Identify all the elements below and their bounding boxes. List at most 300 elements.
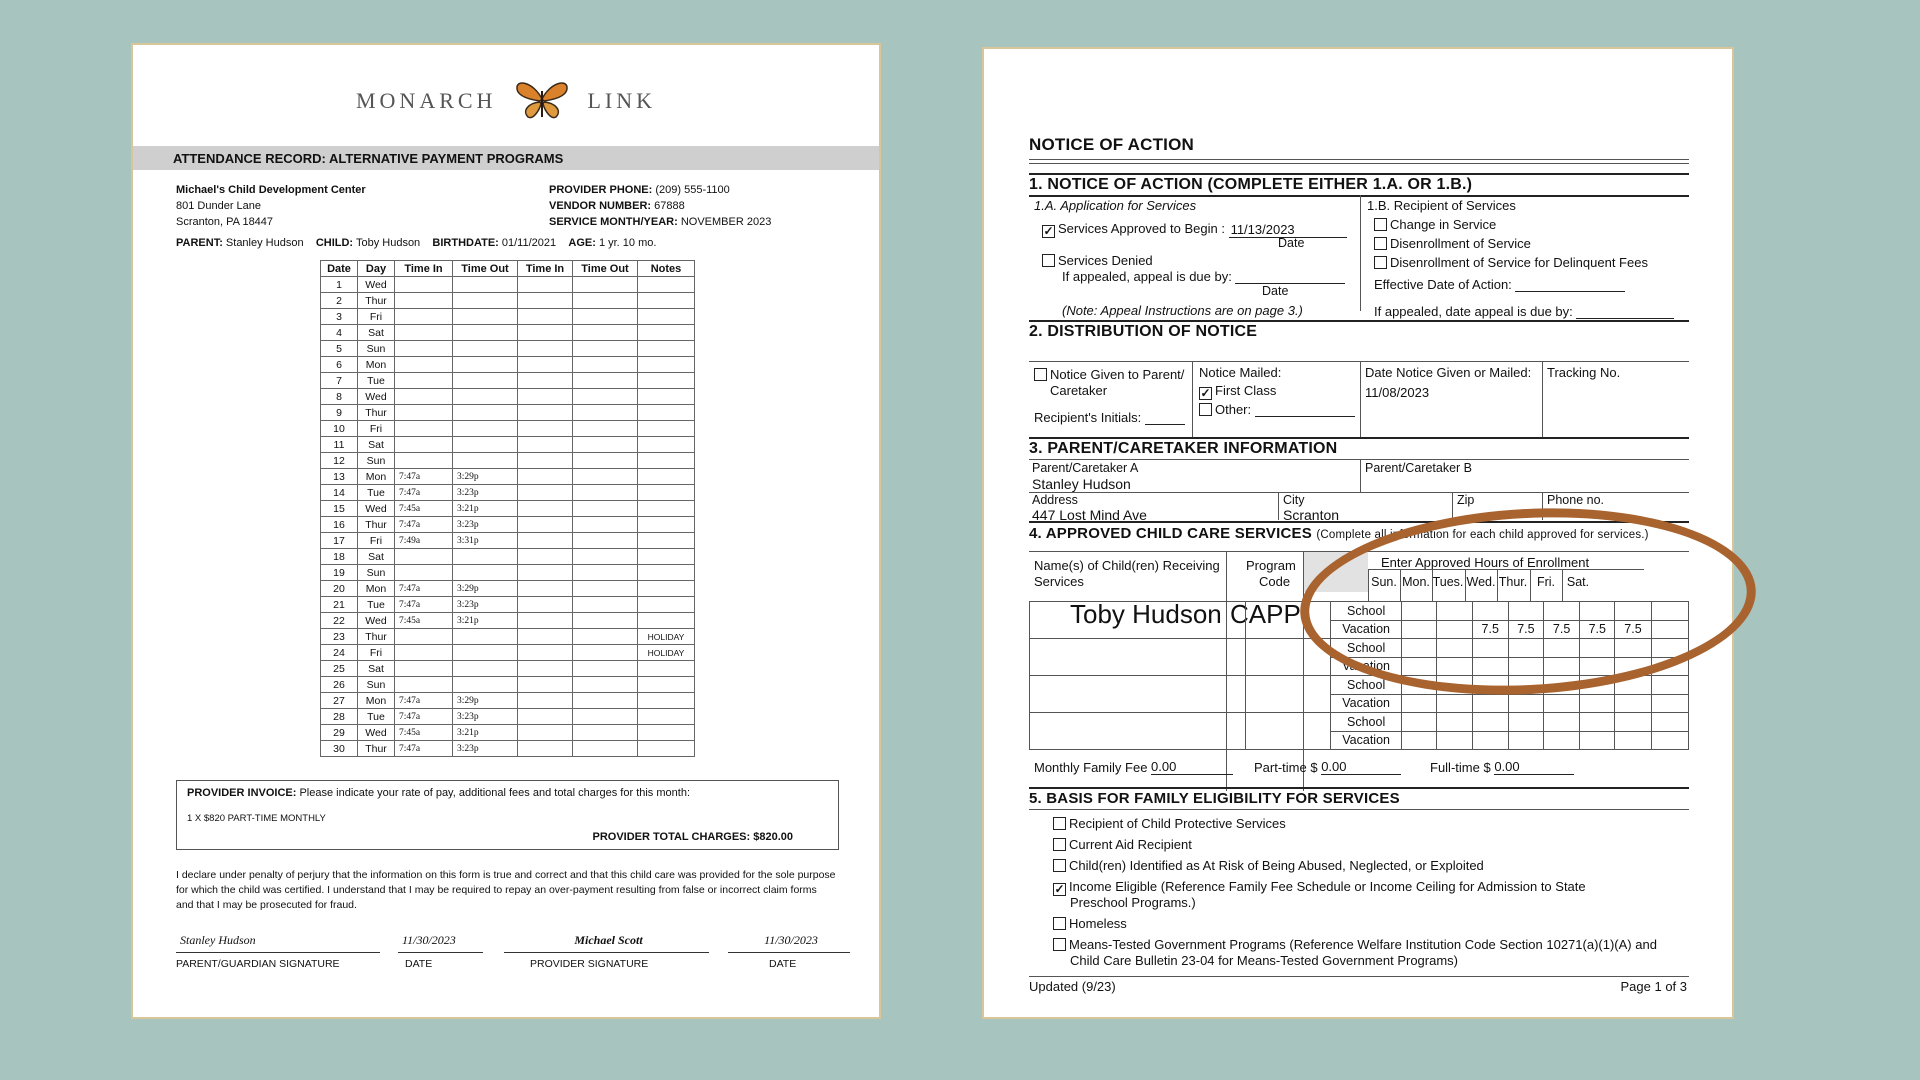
attendance-cell [453,549,518,565]
notice-given-checkbox[interactable] [1034,368,1047,381]
elig-checkbox-6[interactable] [1053,938,1066,951]
shaded-header-cell [1304,552,1368,592]
full-time-label: Full-time $ [1430,760,1491,775]
services-grid-cell [1246,676,1331,695]
effective-row [1374,277,1625,292]
attendance-cell: 16 [321,517,358,533]
attendance-cell [518,741,573,757]
section-1a-label: 1.A. Application for Services [1034,198,1197,213]
disenroll-fees-label: Disenrollment of Service for Delinquent Fees [1390,255,1648,270]
names-label-2: Services [1034,574,1084,589]
attendance-cell [638,517,695,533]
services-grid-cell [1615,657,1651,676]
attendance-cell: Wed [358,389,395,405]
services-grid-cell [1651,694,1688,713]
services-grid-cell [1543,676,1579,695]
attendance-cell [638,597,695,613]
services-grid-cell [1508,713,1543,732]
attendance-row [321,453,695,469]
services-grid-cell [1246,602,1331,621]
attendance-cell: 3:23p [453,741,518,757]
date-caption-2: Date [1262,284,1289,298]
services-grid-cell [1543,657,1579,676]
attendance-row [321,405,695,421]
attendance-header-cell: Time Out [573,261,638,277]
attendance-cell [573,629,638,645]
phone-label: PROVIDER PHONE: [549,184,653,196]
attendance-cell [638,421,695,437]
day-header: Wed. [1466,575,1496,589]
attendance-cell [518,405,573,421]
attendance-cell: 14 [321,485,358,501]
attendance-cell [638,389,695,405]
attendance-cell [518,469,573,485]
services-grid-cell [1030,731,1246,750]
services-grid-cell [1472,657,1508,676]
services-grid-cell [1246,694,1331,713]
services-grid-cell [1651,713,1688,732]
attendance-cell: 29 [321,725,358,741]
attendance-row [321,437,695,453]
denied-checkbox[interactable] [1042,254,1055,267]
services-grid-cell [1651,602,1688,621]
attendance-cell [518,309,573,325]
attendance-cell: 10 [321,421,358,437]
attendance-cell: 25 [321,661,358,677]
attendance-row [321,725,695,741]
first-class-checkbox[interactable]: ✓ [1200,386,1211,400]
attendance-cell [638,453,695,469]
services-grid-cell [1437,694,1472,713]
attendance-cell [573,341,638,357]
services-grid-cell [1402,657,1437,676]
attendance-cell [395,453,453,469]
services-grid-cell [1651,676,1688,695]
attendance-cell: 3:21p [453,725,518,741]
attendance-row [321,741,695,757]
attendance-cell: 7:47a [395,597,453,613]
services-grid-cell [1437,713,1472,732]
attendance-cell: 22 [321,613,358,629]
attendance-cell: 8 [321,389,358,405]
services-grid-cell [1543,694,1579,713]
elig-row-5 [1053,916,1127,931]
elig-checkbox-1[interactable] [1053,817,1066,830]
attendance-cell [518,421,573,437]
services-grid-cell [1030,713,1246,732]
attendance-cell: HOLIDAY [638,645,695,661]
attendance-cell: 7:47a [395,741,453,757]
elig-checkbox-2[interactable] [1053,838,1066,851]
program-code-entry: CAPP [1230,599,1301,629]
initials-field[interactable] [1145,412,1185,425]
attendance-cell: 2 [321,293,358,309]
attendance-cell: Mon [358,357,395,373]
attendance-cell [573,741,638,757]
attendance-cell: 7:45a [395,501,453,517]
zip-label: Zip [1457,493,1475,507]
other-row [1199,402,1355,417]
monarch-link-logo [133,79,879,127]
provider-block [176,182,366,230]
attendance-cell: Wed [358,501,395,517]
services-grid-cell [1472,694,1508,713]
attendance-cell: 3:23p [453,485,518,501]
services-grid-cell [1030,676,1246,695]
attendance-row [321,517,695,533]
parent-name: Stanley Hudson [225,237,304,249]
services-grid-cell [1508,676,1543,695]
tracking-label: Tracking No. [1547,365,1621,380]
attendance-row [321,645,695,661]
services-grid-cell [1615,731,1651,750]
attendance-cell: 15 [321,501,358,517]
provider-name: Michael's Child Development Center [176,184,366,196]
change-checkbox[interactable] [1374,218,1387,231]
elig-checkbox-3[interactable] [1053,859,1066,872]
attendance-cell: 20 [321,581,358,597]
attendance-cell [395,389,453,405]
attendance-cell: HOLIDAY [638,629,695,645]
attendance-cell: 7:47a [395,485,453,501]
attendance-cell: 7:45a [395,725,453,741]
services-grid-cell [1402,602,1437,621]
services-grid-cell [1580,694,1615,713]
attendance-cell [638,469,695,485]
attendance-cell [395,645,453,661]
services-grid-cell [1580,602,1615,621]
attendance-cell: 1 [321,277,358,293]
program-label-2: Code [1259,574,1291,589]
monthly-fee-row [1034,759,1233,775]
attendance-cell [395,277,453,293]
attendance-cell [395,405,453,421]
attendance-cell: 7:45a [395,613,453,629]
services-grid-cell [1508,639,1543,658]
attendance-record-sheet [131,43,881,1019]
change-row [1374,217,1496,232]
attendance-cell [395,325,453,341]
disenroll-checkbox[interactable] [1374,237,1387,250]
services-grid-cell [1472,713,1508,732]
elig-checkbox-4[interactable]: ✓ [1054,882,1065,896]
attendance-row [321,421,695,437]
attendance-header-cell: Notes [638,261,695,277]
services-grid-cell [1472,676,1508,695]
attendance-cell: 5 [321,341,358,357]
invoice-label: PROVIDER INVOICE: [187,787,297,799]
other-field[interactable] [1255,404,1355,417]
attendance-cell [573,373,638,389]
child-name: Toby Hudson [355,237,421,249]
attendance-cell: 13 [321,469,358,485]
birth-label: BIRTHDATE: [432,237,499,249]
attendance-cell: 3:31p [453,533,518,549]
elig-row-1 [1053,816,1286,831]
child-info-line [176,235,656,251]
attendance-cell: 7:47a [395,581,453,597]
attendance-row [321,661,695,677]
attendance-cell: Tue [358,597,395,613]
attendance-cell [638,709,695,725]
attendance-cell [518,629,573,645]
attendance-cell [638,581,695,597]
attendance-cell: 3 [321,309,358,325]
attendance-cell: 18 [321,549,358,565]
services-grid-row [1030,694,1689,713]
attendance-cell: Mon [358,581,395,597]
services-grid-cell: School [1330,639,1401,658]
services-grid-cell [1615,676,1651,695]
services-grid-row [1030,731,1689,750]
day-header: Fri. [1536,575,1556,589]
attendance-cell: Fri [358,309,395,325]
services-grid-cell: 7.5 [1472,620,1508,639]
provider-address-1: 801 Dunder Lane [176,200,262,212]
attendance-cell: 7 [321,373,358,389]
attendance-cell: Fri [358,645,395,661]
section-4-heading [1029,525,1689,542]
attendance-cell [453,325,518,341]
parent-a-label: Parent/Caretaker A [1032,461,1139,475]
date-given-label: Date Notice Given or Mailed: [1365,365,1532,380]
attendance-cell [395,293,453,309]
services-grid-cell [1615,694,1651,713]
attendance-cell: Sat [358,661,395,677]
butterfly-icon [514,79,570,127]
denied-label: Services Denied [1058,253,1153,268]
attendance-cell: Thur [358,293,395,309]
attendance-cell [638,533,695,549]
attendance-header-cell: Date [321,261,358,277]
appeal-label: If appealed, appeal is due by: [1062,269,1232,284]
services-grid-cell [1437,620,1472,639]
elig-label-4: Income Eligible (Reference Family Fee Schedule or Income Ceiling for Admission to State [1069,879,1586,894]
full-time-row [1430,759,1574,775]
attendance-cell [453,421,518,437]
attendance-cell: Fri [358,533,395,549]
phone-label: Phone no. [1547,493,1604,507]
city-value: Scranton [1283,507,1340,523]
hours-label: Enter Approved Hours of Enrollment [1381,555,1590,570]
services-grid-cell: School [1330,713,1401,732]
first-class-label: First Class [1215,383,1277,398]
attendance-cell [638,341,695,357]
section-2-heading: 2. DISTRIBUTION OF NOTICE [1029,323,1258,340]
attendance-cell [453,357,518,373]
attendance-cell [518,693,573,709]
appeal-note: (Note: Appeal Instructions are on page 3.) [1062,303,1303,318]
attendance-cell [518,549,573,565]
attendance-cell [638,501,695,517]
services-grid-cell: School [1330,676,1401,695]
services-grid-cell: Vacation [1330,620,1401,639]
attendance-cell: Wed [358,613,395,629]
attendance-cell: 23 [321,629,358,645]
attendance-cell [518,453,573,469]
attendance-cell: Wed [358,725,395,741]
attendance-cell [453,677,518,693]
section-5-heading: 5. BASIS FOR FAMILY ELIGIBILITY FOR SERVICES [1029,790,1400,807]
full-time-value: 0.00 [1494,759,1574,775]
attendance-row [321,389,695,405]
attendance-header-cell: Time In [518,261,573,277]
services-grid-cell [1437,602,1472,621]
attendance-cell [573,485,638,501]
services-grid-cell [1615,639,1651,658]
part-time-label: Part-time $ [1254,760,1318,775]
notice-given-row [1034,367,1184,382]
attendance-cell: 24 [321,645,358,661]
attendance-cell [573,501,638,517]
attendance-cell [573,725,638,741]
provider-address-2: Scranton, PA 18447 [176,216,274,228]
other-checkbox[interactable] [1199,403,1212,416]
names-label-1: Name(s) of Child(ren) Receiving [1034,558,1220,573]
day-header: Thur. [1498,575,1528,589]
child-label: CHILD: [315,237,354,249]
services-grid-cell [1580,676,1615,695]
attendance-cell: 3:23p [453,597,518,613]
services-grid-cell: 7.5 [1615,620,1651,639]
attendance-cell [638,725,695,741]
b-appeal-date-field[interactable] [1576,306,1674,319]
attendance-cell [518,645,573,661]
services-grid-cell [1508,657,1543,676]
attendance-cell [573,405,638,421]
services-grid-cell [1472,731,1508,750]
monthly-fee-value: 0.00 [1151,759,1233,775]
attendance-cell [453,437,518,453]
attendance-cell [573,709,638,725]
services-grid-cell: Vacation [1330,694,1401,713]
updated-note: Updated (9/23) [1029,979,1116,994]
attendance-cell [573,645,638,661]
address-label: Address [1032,493,1078,507]
notice-of-action-sheet [982,47,1734,1019]
effective-date-field[interactable] [1515,279,1625,292]
attendance-cell [453,341,518,357]
attendance-cell [518,293,573,309]
elig-row-6 [1053,937,1657,952]
elig-row-2 [1053,837,1192,852]
attendance-cell [395,341,453,357]
section-1b-label: 1.B. Recipient of Services [1367,198,1516,213]
parent-b-label: Parent/Caretaker B [1365,461,1472,475]
attendance-cell: Tue [358,709,395,725]
elig-label-6b: Child Care Bulletin 23-04 for Means-Tested Government Programs) [1070,953,1459,968]
attendance-cell: Sun [358,453,395,469]
attendance-cell [518,725,573,741]
attendance-cell [518,277,573,293]
attendance-cell [638,741,695,757]
section-3-heading: 3. PARENT/CARETAKER INFORMATION [1029,440,1338,457]
date-caption-1: Date [1278,236,1305,250]
services-grid-cell [1246,731,1331,750]
attendance-cell: 19 [321,565,358,581]
attendance-cell [573,309,638,325]
attendance-cell [453,309,518,325]
caretaker-label: Caretaker [1050,383,1108,398]
attendance-cell: Tue [358,485,395,501]
attendance-row [321,533,695,549]
date-label-2: DATE [769,958,797,970]
provider-invoice [176,780,839,850]
attendance-cell [638,565,695,581]
attendance-cell: 7:47a [395,693,453,709]
services-grid-cell [1472,602,1508,621]
services-grid-cell [1437,731,1472,750]
disenroll-fees-checkbox[interactable] [1374,256,1387,269]
attendance-cell [453,661,518,677]
services-grid-cell [1437,657,1472,676]
parent-signature-date: 11/30/2023 [398,933,483,953]
attendance-cell: 6 [321,357,358,373]
services-grid-cell [1472,639,1508,658]
attendance-cell [395,661,453,677]
attendance-cell [395,629,453,645]
age-label: AGE: [568,237,596,249]
provider-signature-date: 11/30/2023 [728,933,850,953]
services-denied-row [1042,253,1153,268]
approved-date: 11/13/2023 [1229,222,1347,238]
mailed-label: Notice Mailed: [1199,365,1282,380]
service-month: NOVEMBER 2023 [680,216,772,228]
attendance-cell [518,437,573,453]
disenroll-label: Disenrollment of Service [1390,236,1531,251]
child-name-entry: Toby Hudson [1070,599,1222,629]
elig-label-2: Current Aid Recipient [1069,837,1192,852]
elig-label-6: Means-Tested Government Programs (Reference Welfare Institution Code Section 10271(a)(1)(A) and [1069,937,1657,952]
attendance-row [321,293,695,309]
attendance-cell [518,565,573,581]
attendance-cell [453,405,518,421]
services-grid-cell [1543,602,1579,621]
elig-checkbox-5[interactable] [1053,917,1066,930]
attendance-cell [573,549,638,565]
section-4-note: (Complete all information for each child approved for services.) [1316,529,1649,541]
attendance-cell [453,277,518,293]
attendance-cell: 3:23p [453,517,518,533]
section-1-heading: 1. NOTICE OF ACTION (COMPLETE EITHER 1.A. OR 1.B.) [1029,176,1473,193]
services-grid-cell [1543,639,1579,658]
approved-checkbox[interactable]: ✓ [1043,224,1054,238]
attendance-row [321,373,695,389]
services-grid-cell [1030,602,1246,621]
attendance-cell [395,437,453,453]
services-grid-cell: School [1330,602,1401,621]
attendance-cell [573,597,638,613]
logo-text-right: LINK [587,88,656,114]
services-grid-cell [1030,694,1246,713]
parent-signature-label: PARENT/GUARDIAN SIGNATURE [176,958,340,970]
attendance-row [321,613,695,629]
section-4-title: 4. APPROVED CHILD CARE SERVICES [1029,525,1312,542]
attendance-cell [573,325,638,341]
provider-signature-label: PROVIDER SIGNATURE [530,958,649,970]
attendance-cell: Sun [358,677,395,693]
attendance-cell: Thur [358,517,395,533]
attendance-cell [573,613,638,629]
attendance-cell [573,277,638,293]
part-time-row [1254,759,1401,775]
services-grid-row [1030,676,1689,695]
appeal-date-field[interactable] [1235,271,1345,284]
child-age: 1 yr. 10 mo. [598,237,657,249]
day-header: Sun. [1371,575,1397,589]
attendance-cell: 17 [321,533,358,549]
attendance-row [321,693,695,709]
